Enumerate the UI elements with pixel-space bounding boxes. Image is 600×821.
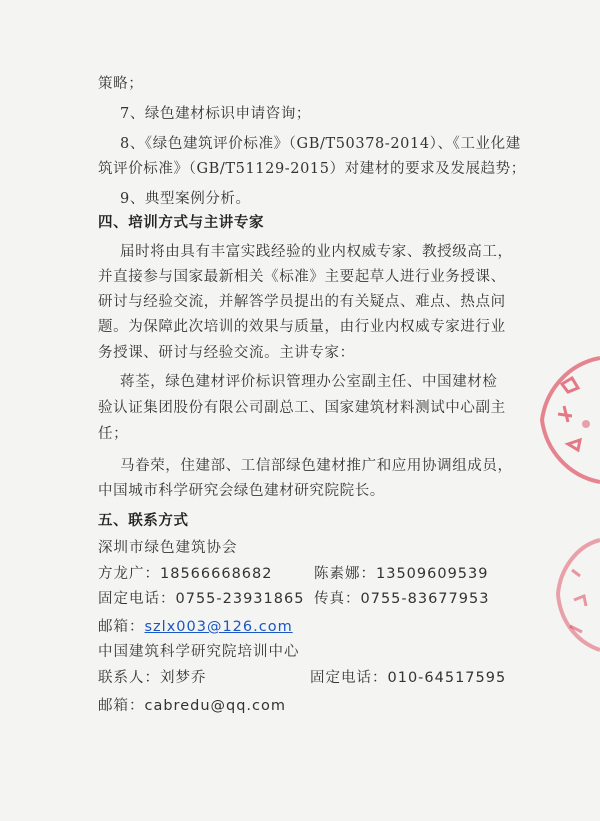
paragraph-line: 研讨与经验交流，并解答学员提出的有关疑点、难点、热点问	[98, 294, 506, 310]
list-item: 8、《绿色建筑评价标准》（GB/T50378-2014）、《工业化建	[120, 136, 521, 152]
list-item: 7、绿色建材标识申请咨询；	[120, 106, 312, 122]
org-name: 深圳市绿色建筑协会	[98, 540, 238, 556]
phone-line: 固定电话：0755-23931865	[98, 591, 305, 607]
text-line: 策略；	[98, 76, 144, 92]
email-row	[98, 617, 293, 637]
email-link[interactable]: szlx003@126.com	[144, 619, 293, 635]
paragraph-line: 务授课、研讨与经验交流。主讲专家：	[98, 345, 355, 361]
org-name: 中国建筑科学研究院培训中心	[98, 644, 300, 660]
paragraph-line: 并直接参与国家最新相关《标准》主要起草人进行业务授课、	[98, 269, 506, 285]
section-heading: 五、联系方式	[98, 513, 189, 529]
contact-line: 陈素娜：13509609539	[314, 566, 489, 582]
paragraph-line: 马眷荣，住建部、工信部绿色建材推广和应用协调组成员，	[120, 458, 513, 474]
seal-stamp-icon	[528, 530, 600, 660]
paragraph-line: 中国城市科学研究会绿色建材研究院院长。	[98, 483, 385, 499]
seal-stamp-icon	[528, 350, 600, 490]
paragraph-line: 蒋荃，绿色建材评价标识管理办公室副主任、中国建材检	[120, 374, 498, 390]
paragraph-line: 任；	[98, 426, 129, 442]
phone-line: 固定电话：010-64517595	[310, 670, 507, 686]
fax-line: 传真：0755-83677953	[314, 591, 490, 607]
contact-line: 联系人：刘梦乔	[98, 670, 207, 686]
email-line: 邮箱：cabredu@qq.com	[98, 698, 287, 714]
paragraph-line: 题。为保障此次培训的效果与质量，由行业内权威专家进行业	[98, 319, 506, 335]
list-item: 9、典型案例分析。	[120, 191, 251, 207]
contact-line: 方龙广：18566668682	[98, 566, 273, 582]
text-line: 筑评价标准》（GB/T51129-2015）对建材的要求及发展趋势；	[98, 161, 526, 177]
paragraph-line: 验认证集团股份有限公司副总工、国家建筑材料测试中心副主	[98, 400, 506, 416]
section-heading: 四、培训方式与主讲专家	[98, 215, 265, 231]
paragraph-line: 届时将由具有丰富实践经验的业内权威专家、教授级高工，	[120, 244, 513, 260]
email-label: 邮箱：	[98, 619, 145, 635]
